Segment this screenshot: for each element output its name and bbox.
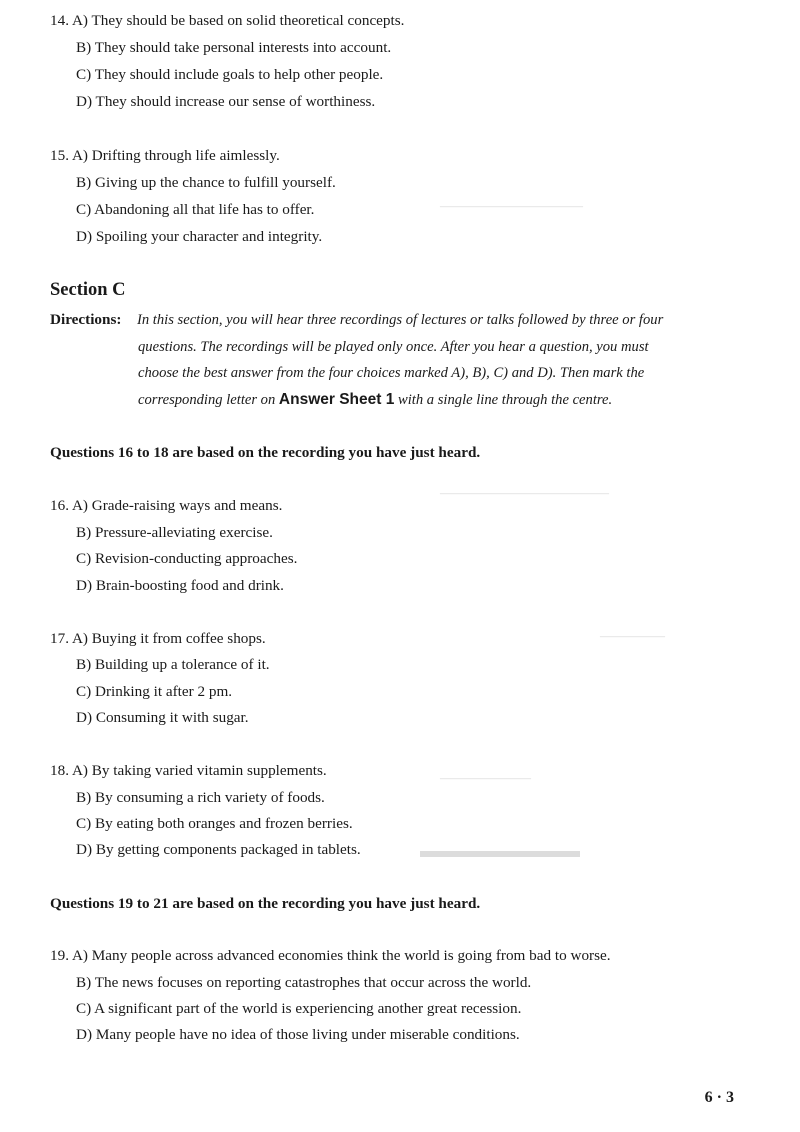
directions-text: with a single line through the centre. — [394, 392, 613, 408]
option-d: D) Spoiling your character and integrity. — [76, 228, 323, 245]
option-b: B) Building up a tolerance of it. — [76, 656, 270, 673]
option-b: B) By consuming a rich variety of foods. — [76, 789, 325, 806]
option-b: B) The news focuses on reporting catastrophes that occur across the world. — [76, 974, 532, 991]
option-b: B) They should take personal interests into account. — [76, 39, 392, 56]
option-a: A) Grade-raising ways and means. — [71, 497, 283, 514]
question-19 — [50, 947, 611, 965]
option-a: A) By taking varied vitamin supplements. — [71, 762, 327, 779]
option-a: A) Drifting through life aimlessly. — [71, 147, 280, 164]
option-a: A) Buying it from coffee shops. — [71, 630, 266, 647]
directions-label: Directions: — [50, 311, 122, 328]
question-14 — [50, 12, 404, 30]
question-number: 19. — [50, 947, 69, 964]
option-c: C) Revision-conducting approaches. — [76, 550, 298, 567]
bleed-through-text: ————————————— — [440, 485, 609, 500]
question-number: 18. — [50, 762, 69, 779]
question-16 — [50, 497, 282, 515]
directions-text: corresponding letter on — [138, 392, 279, 408]
option-c: C) Drinking it after 2 pm. — [76, 683, 233, 700]
question-number: 17. — [50, 630, 69, 647]
page-number: 6 · 3 — [704, 1089, 734, 1106]
directions-line: In this section, you will hear three recordings of lectures or talks followed by three or four — [137, 312, 664, 328]
directions-line: choose the best answer from the four choices marked A), B), C) and D). Then mark the — [138, 365, 645, 381]
question-group-heading: Questions 19 to 21 are based on the recording you have just heard. — [50, 895, 481, 912]
section-title: Section C — [50, 280, 126, 300]
option-d: D) They should increase our sense of worthiness. — [76, 93, 376, 110]
question-17 — [50, 630, 266, 648]
question-number: 15. — [50, 147, 69, 164]
bleed-through-heading: ▬▬▬▬▬▬▬▬ — [420, 840, 580, 862]
option-d: D) By getting components packaged in tablets. — [76, 841, 361, 858]
option-c: C) By eating both oranges and frozen berries. — [76, 815, 353, 832]
question-number: 14. — [50, 12, 69, 29]
bleed-through-text: ——————— — [440, 770, 531, 785]
answer-sheet-label: Answer Sheet 1 — [278, 391, 395, 408]
option-c: C) A significant part of the world is experiencing another great recession. — [76, 1000, 522, 1017]
option-c: C) They should include goals to help other people. — [76, 66, 384, 83]
option-c: C) Abandoning all that life has to offer. — [76, 201, 315, 218]
option-d: D) Brain-boosting food and drink. — [76, 577, 284, 594]
directions-line: questions. The recordings will be played only once. After you hear a question, you must — [138, 339, 649, 355]
question-group-heading: Questions 16 to 18 are based on the recording you have just heard. — [50, 444, 481, 461]
option-b: B) Giving up the chance to fulfill yourself. — [76, 174, 336, 191]
option-d: D) Many people have no idea of those living under miserable conditions. — [76, 1026, 520, 1043]
question-15 — [50, 147, 280, 165]
bleed-through-text: ——————————— — [440, 198, 583, 213]
bleed-through-text: ————— — [600, 628, 665, 643]
directions-line — [138, 391, 612, 409]
question-18 — [50, 762, 327, 780]
question-number: 16. — [50, 497, 69, 514]
option-b: B) Pressure-alleviating exercise. — [76, 524, 273, 541]
option-a: A) Many people across advanced economies think the world is going from bad to worse. — [71, 947, 611, 964]
option-a: A) They should be based on solid theoretical concepts. — [71, 12, 405, 29]
option-d: D) Consuming it with sugar. — [76, 709, 249, 726]
